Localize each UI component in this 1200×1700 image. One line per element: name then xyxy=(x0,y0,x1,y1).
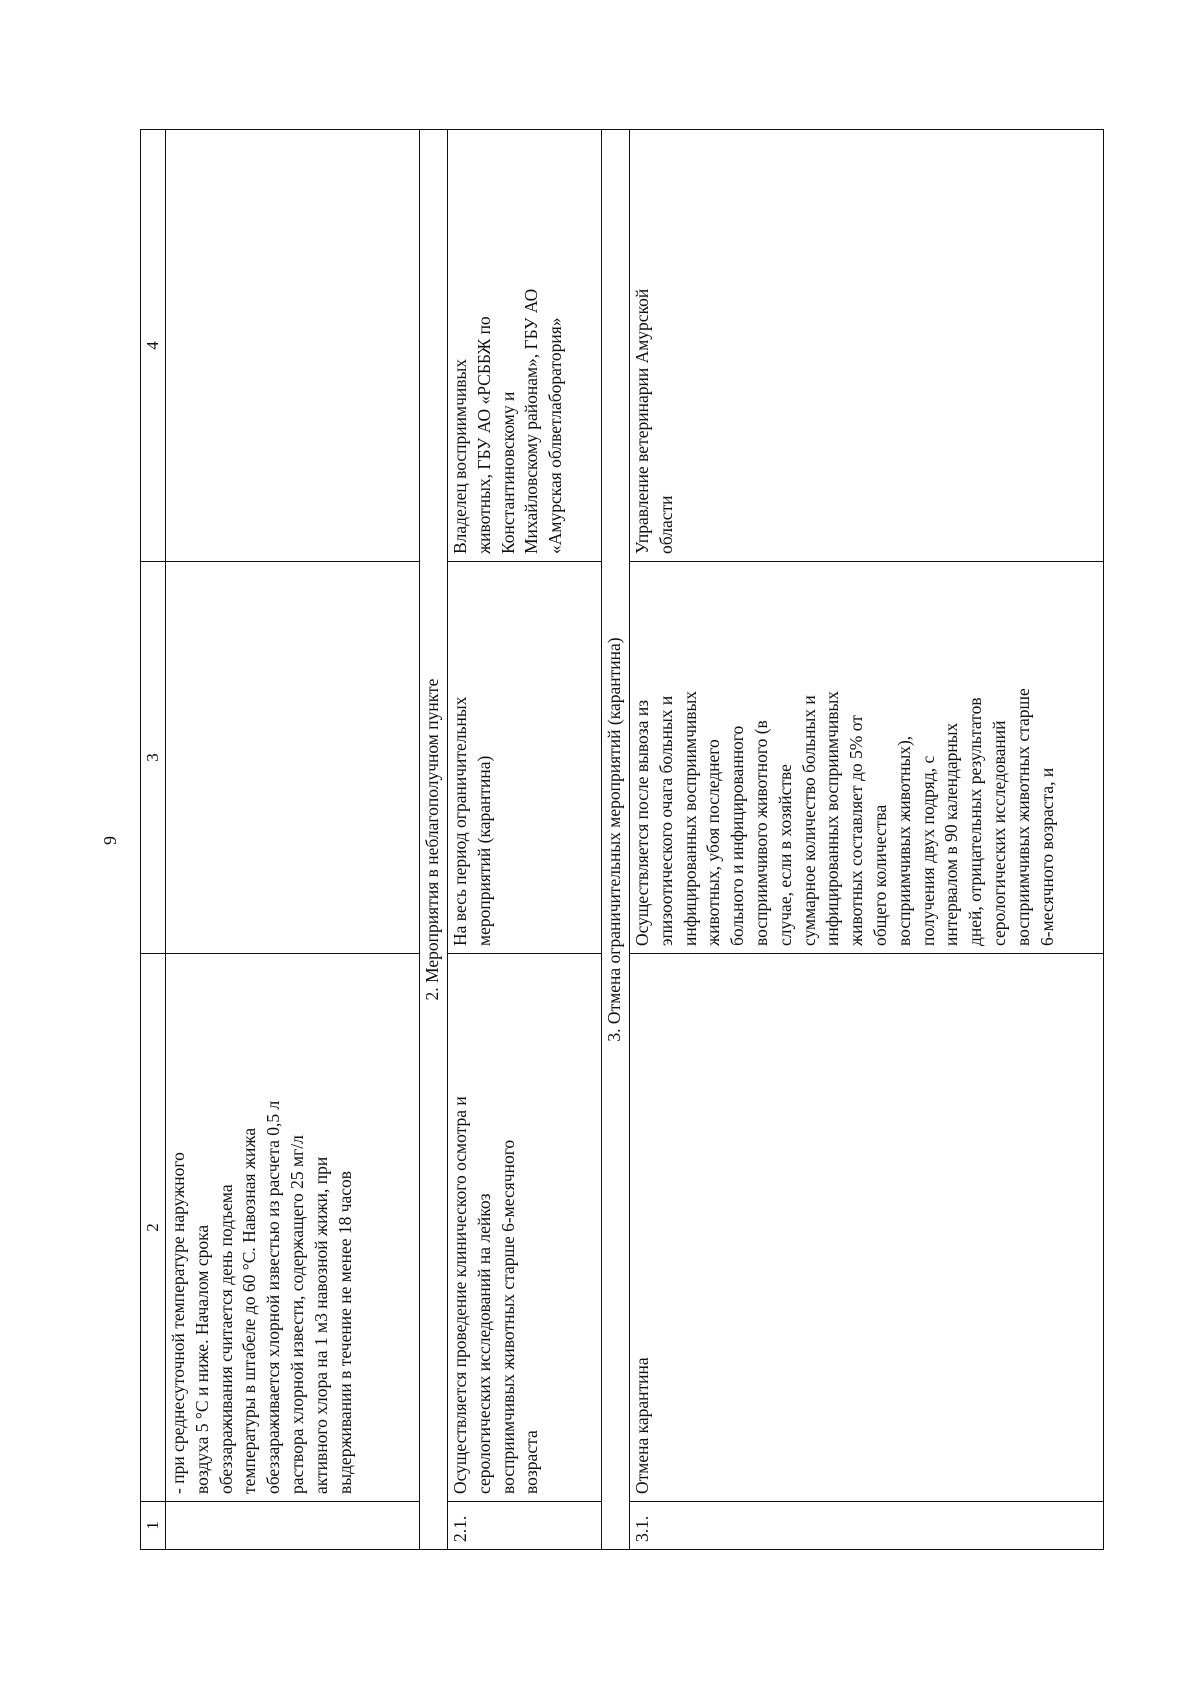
row-number: 2.1. xyxy=(448,1502,602,1550)
row-number: 3.1. xyxy=(630,1502,1104,1550)
measure-text: - при среднесуточной температуре наружного воздуха 5 °С и ниже. Началом срока обеззараживания считается день подъема температуры в штабеле до 60 °С. Навозная жижа обеззараживается хлорной известью из расчета 0,5 л раствора хлорной извести, содержащего 25 мг/л активного хлора на 1 м3 навозной жижи, при выдерживании в течение не менее 18 часов xyxy=(168,1100,355,1494)
measures-table xyxy=(140,129,1104,1550)
table-row xyxy=(166,130,420,1550)
section-row xyxy=(420,130,448,1550)
measure-cell xyxy=(166,954,420,1502)
responsible-cell xyxy=(166,130,420,562)
term-text: Осуществляется после вывоза из эпизоотического очага больных и инфицированных восприимчивых животных, убоя последнего больного и инфицированного восприимчивого животного (в случае, если в хозяйстве суммарное количество больных и инфицированных восприимчивых животных составляет до 5% от общего количества восприимчивых животных), получения двух подряд, с интервалом в 90 календарных дней, отрицательных результатов серологических исследований восприимчивых животных старше 6-месячного возраста, и xyxy=(632,688,1057,946)
measure-cell xyxy=(448,954,602,1502)
term-cell xyxy=(630,562,1104,954)
responsible-text: Управление ветеринарии Амурской области xyxy=(632,288,676,554)
responsible-cell xyxy=(448,130,602,562)
section-row xyxy=(602,130,630,1550)
term-cell xyxy=(448,562,602,954)
responsible-text: Владелец восприимчивых животных, ГБУ АО «РСББЖ по Константиновскому и Михайловскому районам», ГБУ АО «Амурская облветлаборатория» xyxy=(450,288,566,554)
measure-cell xyxy=(630,954,1104,1502)
header-col-1: 1 xyxy=(141,1502,166,1550)
header-col-3: 3 xyxy=(141,562,166,954)
term-text: На весь период ограничительных мероприятий (карантина) xyxy=(450,696,494,946)
row-number xyxy=(166,1502,420,1550)
section-2-title: 2. Мероприятия в неблагополучном пункте xyxy=(420,130,448,1550)
table-row xyxy=(630,130,1104,1550)
term-cell xyxy=(166,562,420,954)
measure-text: Отмена карантина xyxy=(632,1357,652,1494)
header-col-2: 2 xyxy=(141,954,166,1502)
responsible-cell xyxy=(630,130,1104,562)
header-col-4: 4 xyxy=(141,130,166,562)
section-3-title: 3. Отмена ограничительных мероприятий (карантина) xyxy=(602,130,630,1550)
table-header-row xyxy=(141,130,166,1550)
table-row xyxy=(448,130,602,1550)
page-number: 9 xyxy=(100,836,120,845)
measure-text: Осуществляется проведение клинического осмотра и серологических исследований на лейкоз восприимчивых животных старше 6-месячного возраста xyxy=(450,1096,542,1494)
rotated-page-content xyxy=(140,130,1060,1550)
